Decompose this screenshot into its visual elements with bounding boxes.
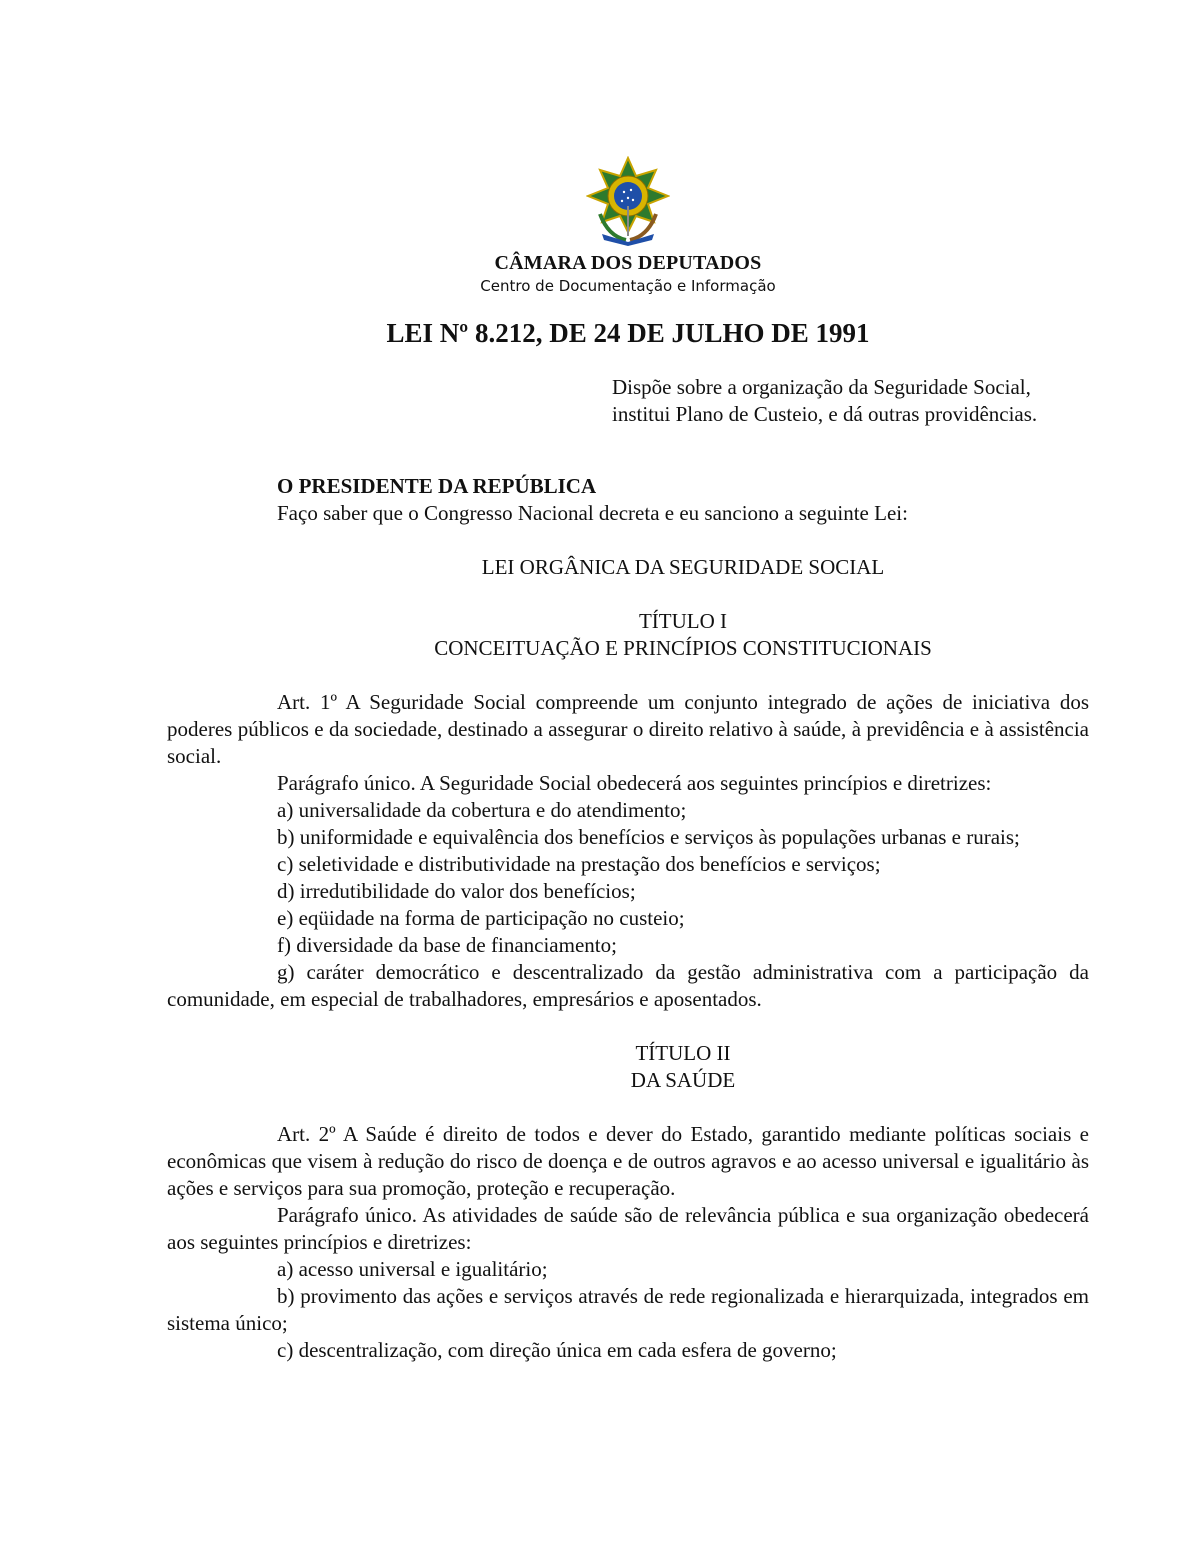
list-item: e) eqüidade na forma de participação no custeio;: [277, 906, 685, 930]
titulo-1-name: CONCEITUAÇÃO E PRINCÍPIOS CONSTITUCIONAIS: [434, 636, 932, 660]
law-title: LEI Nº 8.212, DE 24 DE JULHO DE 1991: [386, 318, 870, 348]
list-item: b) provimento das ações e serviços através de rede regionalizada e hierarquizada, integrados em sistema único;: [167, 1284, 1089, 1335]
list-item: a) acesso universal e igualitário;: [277, 1257, 548, 1281]
titulo-2-label: TÍTULO II: [635, 1041, 731, 1065]
org-name: CÂMARA DOS DEPUTADOS: [494, 252, 762, 274]
list-item: a) universalidade da cobertura e do atendimento;: [277, 798, 687, 822]
titulo-1-label: TÍTULO I: [638, 609, 728, 633]
list-item: d) irredutibilidade do valor dos benefícios;: [277, 879, 636, 903]
law-name: LEI ORGÂNICA DA SEGURIDADE SOCIAL: [481, 555, 885, 579]
list-item: b) uniformidade e equivalência dos benefícios e serviços às populações urbanas e rurais;: [277, 825, 1020, 849]
list-item: c) seletividade e distributividade na prestação dos benefícios e serviços;: [277, 852, 881, 876]
ementa: [612, 374, 1092, 428]
titulo-2-name: DA SAÚDE: [630, 1068, 736, 1092]
president-heading: O PRESIDENTE DA REPÚBLICA: [277, 474, 597, 498]
list-item: c) descentralização, com direção única em cada esfera de governo;: [277, 1338, 837, 1362]
law-body: [167, 473, 1089, 1364]
brazil-coat-of-arms-icon: [586, 156, 670, 246]
ementa-line: Dispõe sobre a organização da Seguridade Social,: [612, 375, 1031, 399]
list-item: g) caráter democrático e descentralizado da gestão administrativa com a participação da comunidade, em especial de trabalhadores, empresários e aposentados.: [167, 960, 1089, 1011]
org-subtitle: Centro de Documentação e Informação: [480, 277, 776, 295]
paragrafo-unico-2: Parágrafo único. As atividades de saúde são de relevância pública e sua organização obedecerá aos seguintes princípios e diretrizes:: [167, 1203, 1089, 1254]
article-1: Art. 1º A Seguridade Social compreende um conjunto integrado de ações de iniciativa dos poderes públicos e da sociedade, destinado a assegurar o direito relativo à saúde, à previdência e à assistência social.: [167, 690, 1089, 768]
decree-line: Faço saber que o Congresso Nacional decreta e eu sanciono a seguinte Lei:: [277, 501, 908, 525]
article-2: Art. 2º A Saúde é direito de todos e dever do Estado, garantido mediante políticas sociais e econômicas que visem à redução do risco de doença e de outros agravos e ao acesso universal e igualitário às ações e serviços para sua promoção, proteção e recuperação.: [167, 1122, 1089, 1200]
paragrafo-unico-1: Parágrafo único. A Seguridade Social obedecerá aos seguintes princípios e diretrizes:: [277, 771, 992, 795]
ementa-line: institui Plano de Custeio, e dá outras providências.: [612, 402, 1038, 426]
document-header: [0, 156, 1200, 295]
list-item: f) diversidade da base de financiamento;: [277, 933, 617, 957]
